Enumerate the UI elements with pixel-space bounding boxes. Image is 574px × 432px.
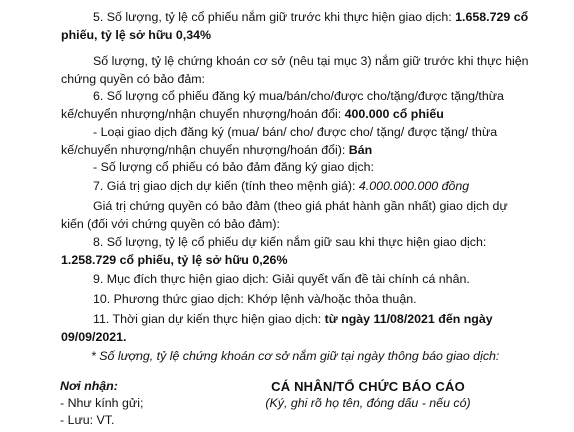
item-6b-line2: kế/chuyển nhượng/nhận chuyển nhượng/hoán đổi): xyxy=(61,143,349,157)
item-6-line2: kế/chuyển nhượng/nhận chuyển nhượng/hoán đổi: xyxy=(61,107,345,121)
item-8-shares-after xyxy=(61,233,561,269)
item-9-purpose xyxy=(61,270,561,288)
item-10-method xyxy=(61,290,561,308)
item-11-text: 11. Thời gian dự kiến thực hiện giao dịch: xyxy=(93,312,325,326)
note-underlying-holdings xyxy=(61,347,561,365)
item-8-value: 1.258.729 cổ phiếu, tỷ lệ sở hữu 0,26% xyxy=(61,253,288,267)
item-5-value-cont: phiếu, tỷ lệ sở hữu 0,34% xyxy=(61,28,211,42)
item-5b-line2: chứng quyền có bảo đảm: xyxy=(61,72,205,86)
item-6b-value: Bán xyxy=(348,143,373,157)
item-6-registered-shares xyxy=(61,87,561,123)
item-7b-line1: Giá trị chứng quyền có bảo đảm (theo giá phát hành gần nhất) giao dịch dự xyxy=(93,199,508,213)
item-11-timeframe xyxy=(61,310,561,346)
item-5-value: 1.658.729 cổ xyxy=(455,10,529,24)
item-6-covered-shares xyxy=(61,158,561,176)
item-5-underlying-before xyxy=(61,52,561,88)
item-6c-line1: - Số lượng cổ phiếu có bảo đảm đăng ký giao dịch: xyxy=(93,160,374,174)
item-5-text: 5. Số lượng, tỷ lệ cổ phiếu nắm giữ trước khi thực hiện giao dịch: xyxy=(93,10,456,24)
item-7-value: 4.000.000.000 đồng xyxy=(358,179,470,193)
signature-block xyxy=(238,378,498,412)
note-line1: * Số lượng, tỷ lệ chứng khoán cơ sở nắm giữ tại ngày thông báo giao dịch: xyxy=(91,349,500,363)
item-7b-line2: kiến (đối với chứng quyền có bảo đảm): xyxy=(61,217,280,231)
item-11-value: từ ngày 11/08/2021 đến ngày xyxy=(324,312,493,326)
item-9-line1: 9. Mục đích thực hiện giao dịch: Giải quyết vấn đề tài chính cá nhân. xyxy=(93,272,470,286)
item-8-line1: 8. Số lượng, tỷ lệ cổ phiếu dự kiến nắm giữ sau khi thực hiện giao dịch: xyxy=(93,235,487,249)
item-7-expected-value xyxy=(61,177,561,195)
item-6-transaction-type xyxy=(61,123,561,159)
item-10-line1: 10. Phương thức giao dịch: Khớp lệnh và/hoặc thỏa thuận. xyxy=(93,292,417,306)
recipient-item: - Lưu: VT. xyxy=(60,413,115,427)
item-7-warrant-value xyxy=(61,197,561,233)
item-6b-line1: - Loại giao dịch đăng ký (mua/ bán/ cho/ được cho/ tặng/ được tặng/ thừa xyxy=(93,125,498,139)
signature-title: CÁ NHÂN/TỔ CHỨC BÁO CÁO xyxy=(271,379,465,394)
signature-note: (Ký, ghi rõ họ tên, đóng dấu - nếu có) xyxy=(265,396,471,410)
item-5-shares-before xyxy=(61,8,561,44)
recipients-title: Nơi nhận: xyxy=(60,379,118,393)
item-6-line1: 6. Số lượng cổ phiếu đăng ký mua/bán/cho/được cho/tặng/được tặng/thừa xyxy=(93,89,504,103)
recipients-block xyxy=(60,378,240,429)
item-6-value: 400.000 cổ phiếu xyxy=(344,107,444,121)
item-11-value-cont: 09/09/2021. xyxy=(61,330,127,344)
recipient-item: - Như kính gửi; xyxy=(60,396,144,410)
item-7-text: 7. Giá trị giao dịch dự kiến (tính theo mệnh giá): xyxy=(93,179,359,193)
item-5b-line1: Số lượng, tỷ lệ chứng khoán cơ sở (nêu tại mục 3) nắm giữ trước khi thực hiện xyxy=(93,54,529,68)
